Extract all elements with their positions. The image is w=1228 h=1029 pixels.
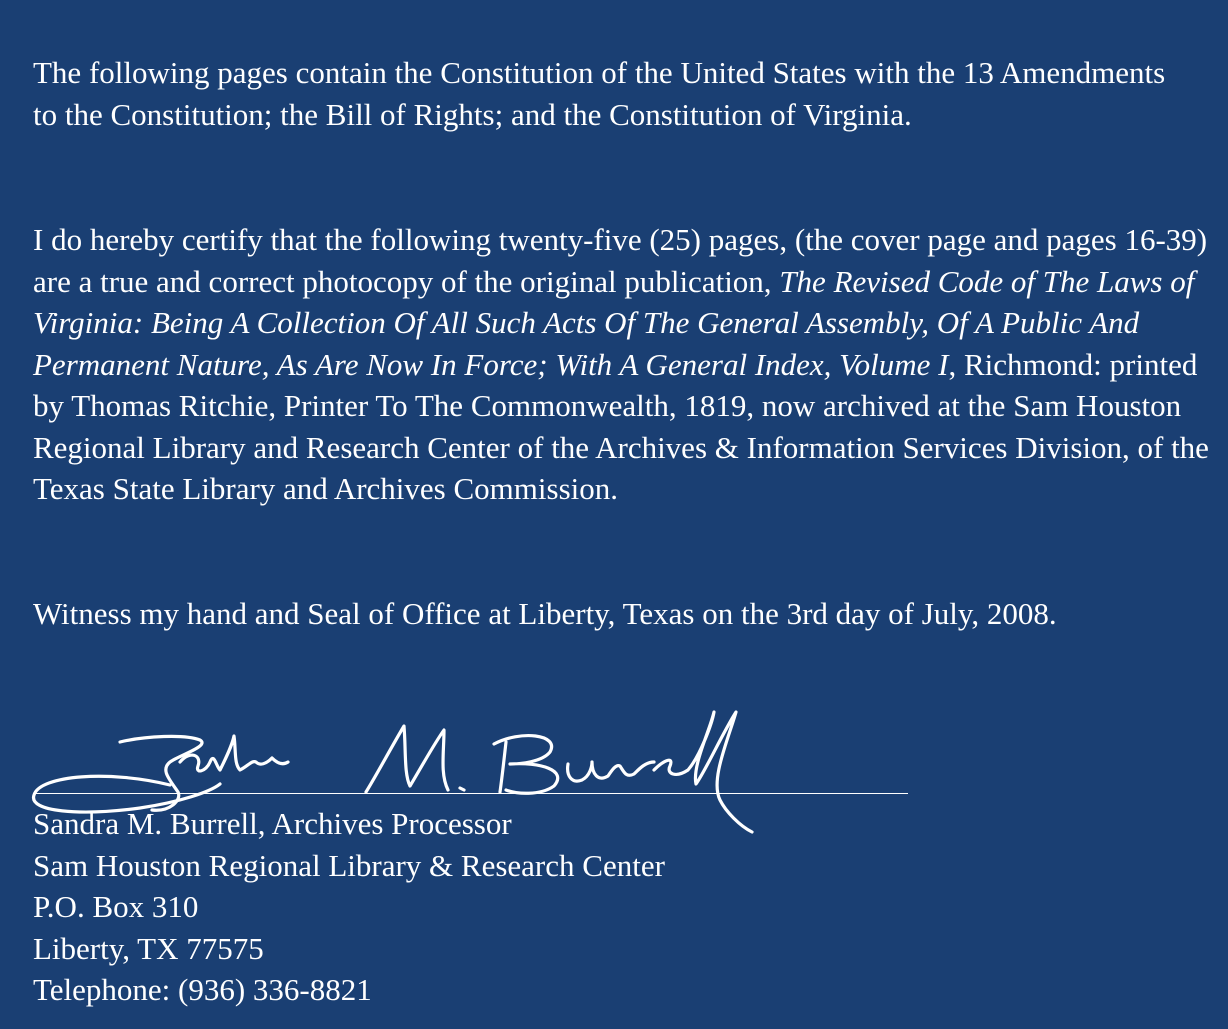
signatory-city-state-zip: Liberty, TX 77575	[33, 930, 264, 966]
intro-paragraph: The following pages contain the Constitution of the United States with the 13 Amendments to the Constitution; the Bill of Rights; and the Constitution of Virginia.	[33, 55, 1166, 132]
signatory-name-title: Sandra M. Burrell, Archives Processor	[33, 806, 512, 841]
publication-title: The Revised Code of The Laws of Virginia: Being A Collection Of All Such Acts Of The General Assembly, Of A Public And Permanent Nature, As Are Now In Force; With A General Index, Volume I	[33, 263, 1195, 382]
certification-text-after: , Richmond: printed by Thomas Ritchie, Printer To The Commonwealth, 1819, now archived at the Sam Houston Regional Library and Research Center of the Archives & Information Services Division, of the Texas State Library and Archives Commission.	[33, 346, 1209, 506]
signatory-po-box: P.O. Box 310	[33, 889, 199, 924]
signature-line	[33, 793, 908, 794]
signatory-telephone: Telephone: (936) 336-8821	[33, 972, 372, 1007]
certification-paragraph	[33, 219, 1223, 510]
certification-text-before: I do hereby certify that the following twenty-five (25) pages, (the cover page and pages 16-39) are a true and correct photocopy of the original publication,	[33, 222, 1208, 299]
signatory-block	[33, 803, 933, 1011]
signatory-organization: Sam Houston Regional Library & Research Center	[33, 847, 665, 883]
witness-paragraph: Witness my hand and Seal of Office at Liberty, Texas on the 3rd day of July, 2008.	[33, 596, 1057, 631]
